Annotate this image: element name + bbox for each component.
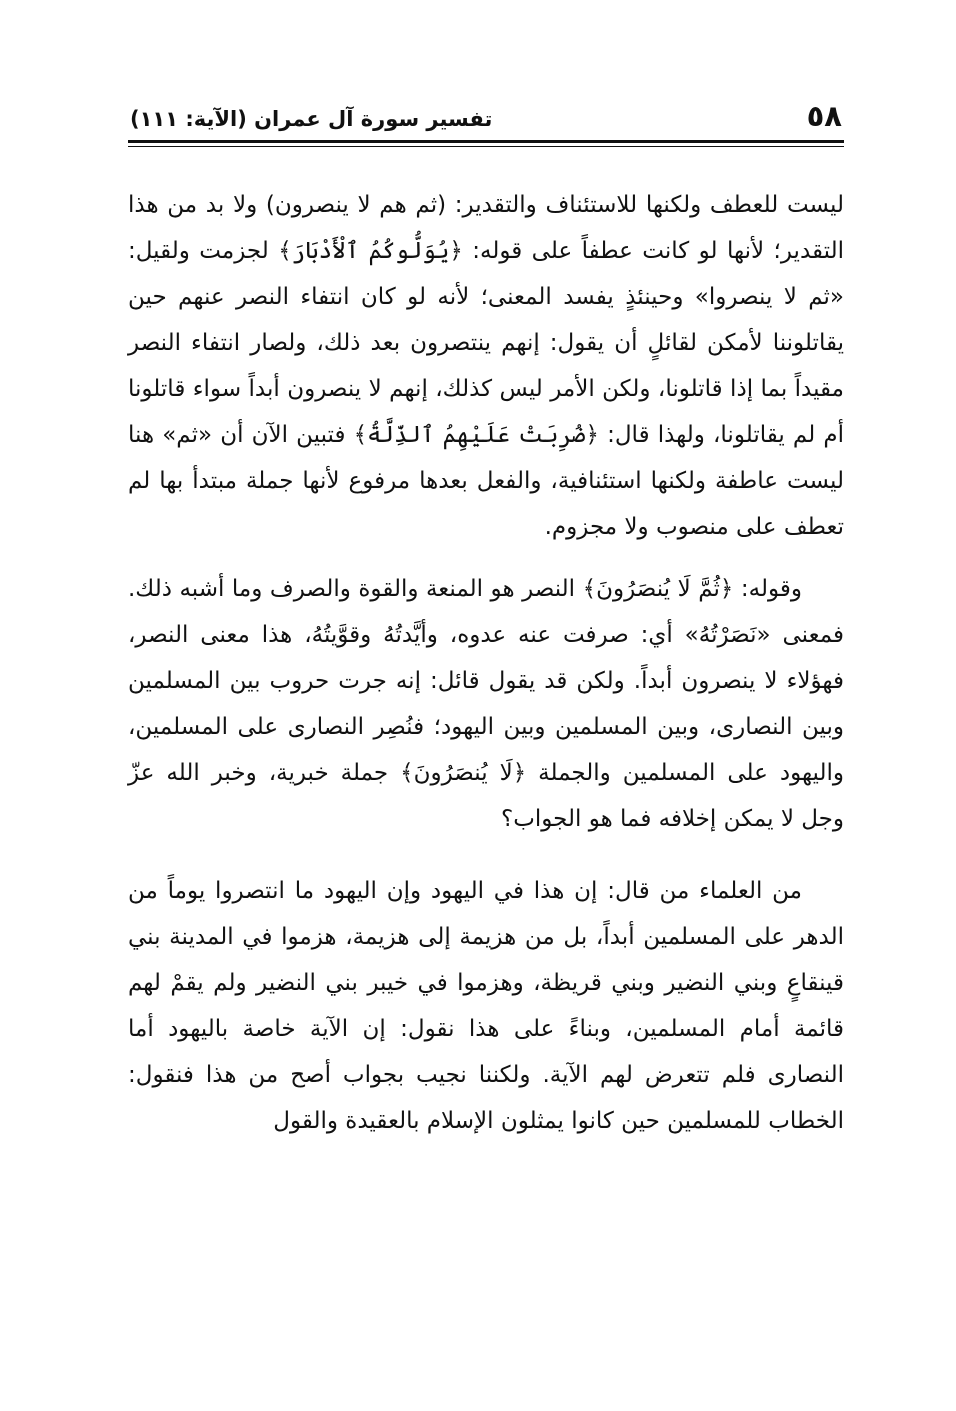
paragraph-1 [128, 182, 844, 550]
quran-quote: ﴿يُوَلُّوكُمُ ٱلْأَدْبَارَ﴾ [278, 238, 463, 264]
header-rule-thick [128, 140, 844, 143]
page-number: ٥٨ [806, 99, 842, 133]
paragraph-1-text-c: فتبين الآن أن «ثم» هنا ليست عاطفة ولكنها استئنافية، والفعل بعدها مرفوع لأنها جملة مبتدأ بها لم تعطف على منصوب ولا مجزوم. [128, 422, 844, 540]
paragraph-2-text-a: وقوله: [733, 576, 802, 602]
header-rule-thin [128, 146, 844, 147]
quran-quote: ﴿لَا يُنصَرُونَ﴾ [400, 760, 527, 786]
paragraph-2 [128, 566, 844, 842]
paragraph-3 [128, 868, 844, 1144]
paragraph-2-text-c: جملة خبرية، وخبر الله عزّ وجل لا يمكن إخلافه فما هو الجواب؟ [128, 760, 844, 832]
quran-quote: ﴿ثُمَّ لَا يُنصَرُونَ﴾ [582, 576, 734, 602]
body-text [128, 182, 844, 1144]
paragraph-2-text-b: النصر هو المنعة والقوة والصرف وما أشبه ذلك. فمعنى «نَصَرْتُهُ» أي: صرفت عنه عدوه، وأيَّدتُهُ وقوَّيتُهُ، هذا معنى النصر، فهؤلاء لا ينصرون أبداً. ولكن قد يقول قائل: إنه جرت حروب بين المسلمين وبين النصارى، وبين المسلمين وبين اليهود؛ فنُصِر النصارى على المسلمين، واليهود على المسلمين والجملة [128, 576, 845, 786]
paragraph-1-text-b: لجزمت ولقيل: «ثم لا ينصروا» وحينئذٍ يفسد المعنى؛ لأنه لو كان انتفاء النصر عنهم حين يقاتلوننا لأمكن لقائلٍ أن يقول: إنهم ينتصرون بعد ذلك، ولصار انتفاء النصر مقيداً بما إذا قاتلونا، ولكن الأمر ليس كذلك، إنهم لا ينصرون أبداً سواء قاتلونا أم لم يقاتلونا، ولهذا قال: [128, 238, 844, 448]
running-title: تفسير سورة آل عمران (الآية: ١١١) [130, 107, 493, 131]
quran-quote: ﴿ضُرِبَتْ عَلَيْهِمُ ٱلذِّلَّةُ﴾ [353, 422, 599, 448]
paragraph-3-text: من العلماء من قال: إن هذا في اليهود وإن اليهود ما انتصروا يوماً من الدهر على المسلمين أبداً، بل من هزيمة إلى هزيمة، هزموا في المدينة بني قينقاعٍ وبني النضير وبني قريظة، وهزموا في خيبر بني النضير ولم يقمْ لهم قائمة أمام المسلمين، وبناءً على هذا نقول: إن الآية خاصة باليهود أما النصارى فلم تتعرض لهم الآية. ولكننا نجيب بجواب أصح من هذا فنقول: الخطاب للمسلمين حين كانوا يمثلون الإسلام بالعقيدة والقول [128, 878, 844, 1134]
page-header [128, 96, 844, 148]
paragraph-1-text-a: ليست للعطف ولكنها للاستئناف والتقدير: (ثم هم لا ينصرون) ولا بد من هذا التقدير؛ لأنها لو كانت عطفاً على قوله: [128, 192, 844, 264]
